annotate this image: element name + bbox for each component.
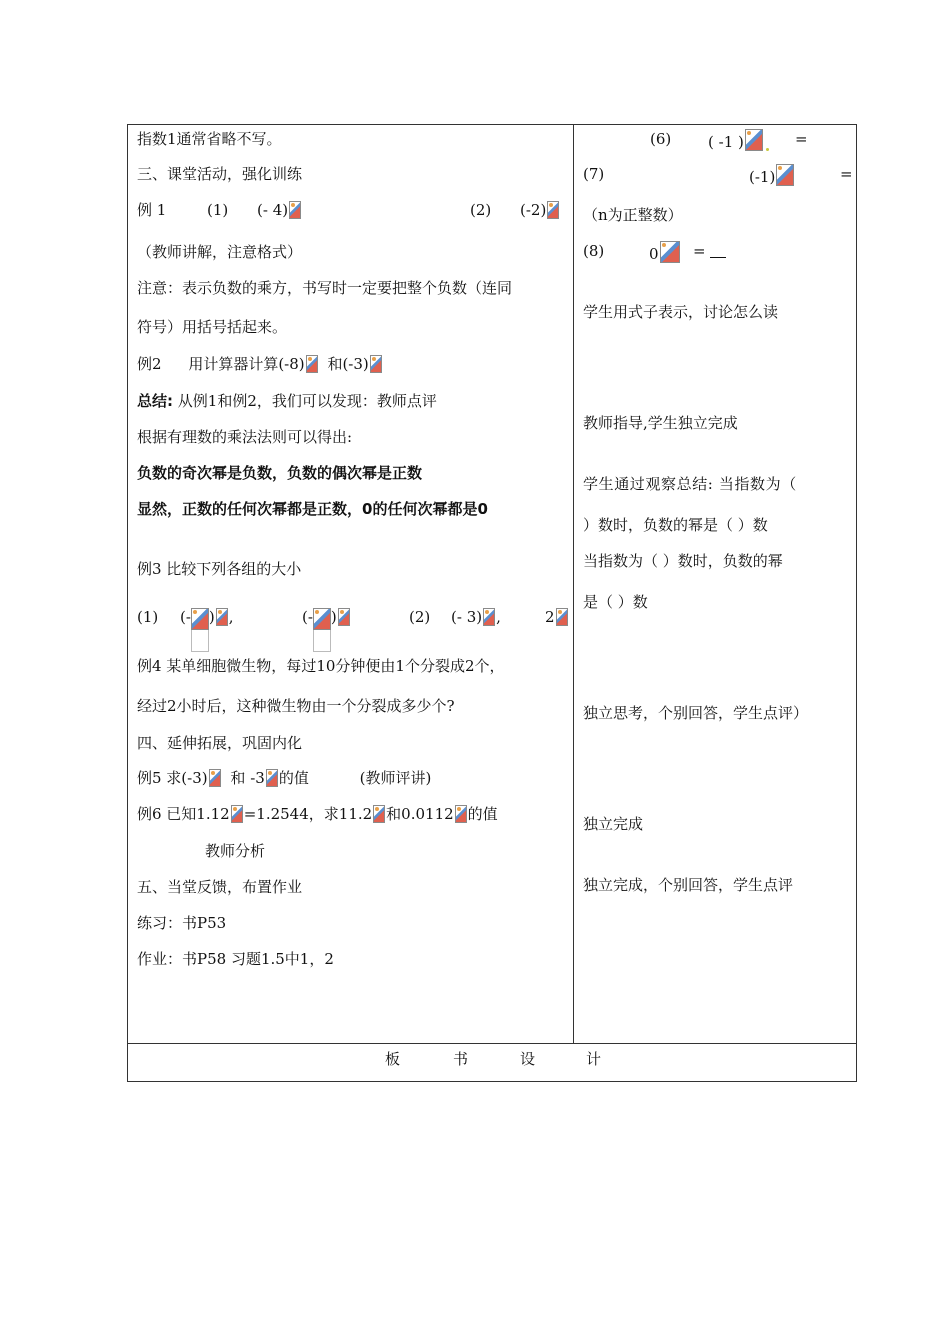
expression: 2 xyxy=(545,607,569,627)
section-heading: 三、课堂活动，强化训练 xyxy=(137,165,303,183)
lesson-table xyxy=(127,124,857,1082)
expression: (-1) xyxy=(749,164,795,187)
comparison-line xyxy=(137,607,567,627)
text-line: 是（ ）数 xyxy=(583,593,648,611)
footer-char: 板 xyxy=(385,1050,401,1068)
answer-blank xyxy=(710,241,726,258)
fraction-image-icon xyxy=(191,608,209,652)
text-line: 指数1通常省略不写。 xyxy=(137,130,282,148)
example-label: 例2 xyxy=(137,355,162,373)
dot-mark xyxy=(766,148,769,151)
text-line: 学生用式子表示，讨论怎么读 xyxy=(583,303,779,321)
item-number: (6) xyxy=(650,130,672,148)
expression: (-2) xyxy=(520,200,560,220)
expression: 用计算器计算(-8) xyxy=(188,355,305,373)
exponent-image-icon xyxy=(660,241,680,263)
text-line: 独立完成 xyxy=(583,815,644,833)
footer-char: 书 xyxy=(453,1050,469,1068)
expression: (- ) xyxy=(302,607,351,652)
summary-text: 从例1和例2，我们可以发现：教师点评 xyxy=(177,392,437,410)
exponent-image-icon xyxy=(455,805,467,823)
example-6: 例6 已知1.12 =1.2544，求11.2 和0.0112 的值 xyxy=(137,805,498,823)
example-5: 例5 求(-3) 和 -3 的值 (教师评讲) xyxy=(137,769,432,787)
text-line: 教师指导,学生独立完成 xyxy=(583,414,738,432)
exponent-image-icon xyxy=(745,129,763,151)
text-line: ）数时，负数的幂是（ ）数 xyxy=(583,516,768,534)
exponent-image-icon xyxy=(556,608,568,626)
exponent-image-icon xyxy=(483,608,495,626)
part-number: (1) xyxy=(137,608,159,626)
part-number: (2) xyxy=(409,608,431,626)
exponent-image-icon xyxy=(216,608,228,626)
text-line: 注意：表示负数的乘方，书写时一定要把整个负数（连同 xyxy=(137,279,513,297)
expression: ( -1 ) xyxy=(708,129,769,152)
example-4: 例4 某单细胞微生物，每过10分钟便由1个分裂成2个， xyxy=(137,657,505,675)
exponent-image-icon xyxy=(373,805,385,823)
teacher-note: (教师评讲) xyxy=(359,769,432,787)
exponent-image-icon xyxy=(231,805,243,823)
expression: (- 4) xyxy=(257,200,302,220)
part-number: (2) xyxy=(470,201,492,219)
text-line: 当指数为（ ）数时，负数的幂 xyxy=(583,552,783,570)
fraction-image-icon xyxy=(313,608,331,652)
item-7 xyxy=(583,164,851,184)
exponent-image-icon xyxy=(370,355,382,373)
row-divider xyxy=(128,1043,856,1044)
item-number: (7) xyxy=(583,165,605,183)
equals-sign: = xyxy=(840,165,853,183)
example-3: 例3 比较下列各组的大小 xyxy=(137,560,302,578)
text-line: 独立思考，个别回答，学生点评） xyxy=(583,704,809,722)
item-8 xyxy=(583,241,851,261)
text-line: （教师讲解，注意格式） xyxy=(137,243,303,261)
text-line: （n为正整数） xyxy=(583,206,683,224)
summary-label: 总结: xyxy=(137,392,173,410)
footer-char: 计 xyxy=(586,1050,602,1068)
exponent-image-icon xyxy=(289,201,301,219)
example-2 xyxy=(137,354,383,374)
equals-sign: = xyxy=(693,242,706,260)
item-number: (8) xyxy=(583,242,605,260)
footer-char: 设 xyxy=(520,1050,536,1068)
exponent-image-icon xyxy=(266,769,278,787)
teacher-analysis: 教师分析 xyxy=(205,842,266,860)
example-label: 例 1 xyxy=(137,201,167,219)
example-1 xyxy=(137,200,567,220)
exponent-image-icon xyxy=(209,769,221,787)
homework-line: 作业：书P58 习题1.5中1，2 xyxy=(137,950,334,968)
text-line: 学生通过观察总结: 当指数为（ xyxy=(583,475,797,493)
practice-line: 练习：书P53 xyxy=(137,914,227,932)
text-line: 经过2小时后，这种微生物由一个分裂成多少个? xyxy=(137,697,455,715)
section-heading: 五、当堂反馈，布置作业 xyxy=(137,878,303,896)
exponent-image-icon xyxy=(547,201,559,219)
summary-line xyxy=(137,391,437,411)
rule-bold: 显然，正数的任何次幂都是正数，0的任何次幂都是0 xyxy=(137,500,488,518)
expression: (- 3) , xyxy=(451,608,501,626)
text-line: 独立完成，个别回答，学生点评 xyxy=(583,876,794,894)
equals-sign: = xyxy=(795,130,808,148)
expression: 0 xyxy=(649,241,681,264)
expression: 和(-3) xyxy=(327,355,369,373)
section-heading: 四、延伸拓展，巩固内化 xyxy=(137,734,303,752)
column-divider xyxy=(573,125,574,1043)
exponent-image-icon xyxy=(338,608,350,626)
rule-bold: 负数的奇次幂是负数，负数的偶次幂是正数 xyxy=(137,464,423,482)
exponent-image-icon xyxy=(776,164,794,186)
text-line: 符号）用括号括起来。 xyxy=(137,318,288,336)
exponent-image-icon xyxy=(306,355,318,373)
text-line: 根据有理数的乘法法则可以得出: xyxy=(137,428,353,446)
expression: (- ) , xyxy=(180,607,234,652)
part-number: (1) xyxy=(207,201,229,219)
